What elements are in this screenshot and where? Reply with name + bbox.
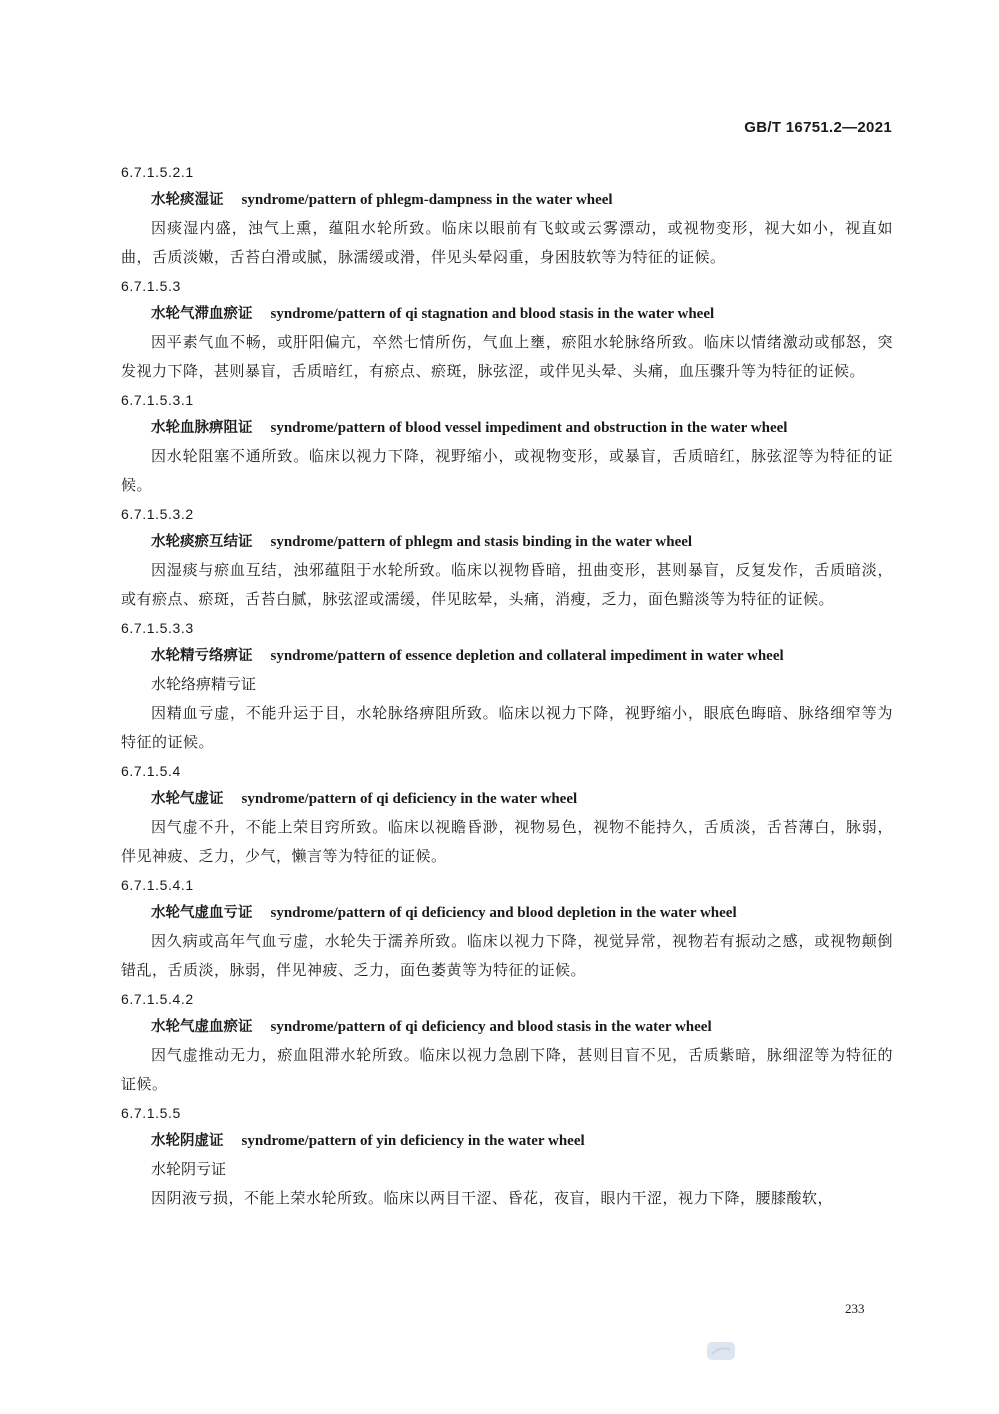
term-chinese: 水轮阴虚证 bbox=[151, 1133, 224, 1149]
term-heading bbox=[151, 185, 893, 214]
term-definition: 因水轮阻塞不通所致。临床以视力下降，视野缩小，或视物变形，或暴盲，舌质暗红，脉弦涩等为特征的证候。 bbox=[121, 447, 893, 494]
clause-number: 6.7.1.5.2.1 bbox=[121, 164, 194, 180]
publisher-logo-watermark bbox=[706, 1340, 736, 1362]
term-english: syndrome/pattern of blood vessel impediment and obstruction in the water wheel bbox=[270, 420, 788, 436]
term-definition: 因气虚推动无力，瘀血阻滞水轮所致。临床以视力急剧下降，甚则目盲不见，舌质紫暗，脉细涩等为特征的证候。 bbox=[121, 1046, 893, 1093]
term-definition: 因湿痰与瘀血互结，浊邪蕴阻于水轮所致。临床以视物昏暗，扭曲变形，甚则暴盲，反复发作，舌质暗淡，或有瘀点、瘀斑，舌苔白腻，脉弦涩或濡缓，伴见眩晕，头痛，消瘦，乏力，面色黯淡等为特征的证候。 bbox=[121, 561, 893, 608]
term-entry bbox=[121, 390, 893, 500]
term-english: syndrome/pattern of phlegm-dampness in the water wheel bbox=[241, 192, 613, 208]
term-synonym: 水轮阴亏证 bbox=[151, 1160, 227, 1178]
clause-number: 6.7.1.5.4.1 bbox=[121, 877, 194, 893]
term-entry bbox=[121, 875, 893, 985]
clause-number: 6.7.1.5.3.2 bbox=[121, 506, 194, 522]
term-english: syndrome/pattern of qi deficiency and blood depletion in the water wheel bbox=[270, 905, 737, 921]
term-definition: 因阴液亏损，不能上荣水轮所致。临床以两目干涩、昏花，夜盲，眼内干涩，视力下降，腰膝酸软， bbox=[151, 1189, 834, 1207]
term-chinese: 水轮精亏络痹证 bbox=[151, 648, 253, 664]
term-entry bbox=[121, 989, 893, 1099]
term-definition: 因气虚不升，不能上荣目窍所致。临床以视瞻昏渺，视物易色，视物不能持久，舌质淡，舌苔薄白，脉弱，伴见神疲、乏力，少气，懒言等为特征的证候。 bbox=[121, 818, 893, 865]
term-synonym: 水轮络痹精亏证 bbox=[151, 675, 257, 693]
clause-number: 6.7.1.5.3.3 bbox=[121, 620, 194, 636]
clause-number: 6.7.1.5.3.1 bbox=[121, 392, 194, 408]
term-heading bbox=[151, 413, 893, 442]
standard-code-header: GB/T 16751.2—2021 bbox=[744, 119, 892, 136]
term-chinese: 水轮气虚证 bbox=[151, 791, 224, 807]
term-entry bbox=[121, 761, 893, 871]
clause-number: 6.7.1.5.4.2 bbox=[121, 991, 194, 1007]
page-number: 233 bbox=[845, 1301, 865, 1316]
term-heading bbox=[151, 1012, 893, 1041]
term-english: syndrome/pattern of qi deficiency in the water wheel bbox=[241, 791, 578, 807]
term-chinese: 水轮气虚血瘀证 bbox=[151, 1019, 253, 1035]
term-english: syndrome/pattern of essence depletion and collateral impediment in water wheel bbox=[270, 648, 784, 664]
term-heading bbox=[151, 641, 893, 670]
term-definition: 因久病或高年气血亏虚，水轮失于濡养所致。临床以视力下降，视觉异常，视物若有振动之感，或视物颠倒错乱，舌质淡，脉弱，伴见神疲、乏力，面色萎黄等为特征的证候。 bbox=[121, 932, 893, 979]
term-english: syndrome/pattern of yin deficiency in the water wheel bbox=[241, 1133, 585, 1149]
term-heading bbox=[151, 1126, 893, 1155]
clause-number: 6.7.1.5.5 bbox=[121, 1105, 181, 1121]
clause-number: 6.7.1.5.4 bbox=[121, 763, 181, 779]
term-definition: 因痰湿内盛，浊气上熏，蕴阻水轮所致。临床以眼前有飞蚊或云雾漂动，或视物变形，视大如小，视直如曲，舌质淡嫩，舌苔白滑或腻，脉濡缓或滑，伴见头晕闷重，身困肢软等为特征的证候。 bbox=[121, 219, 893, 266]
term-english: syndrome/pattern of qi stagnation and blood stasis in the water wheel bbox=[270, 306, 715, 322]
term-entry bbox=[121, 276, 893, 386]
term-chinese: 水轮气滞血瘀证 bbox=[151, 306, 253, 322]
clause-number: 6.7.1.5.3 bbox=[121, 278, 181, 294]
term-heading bbox=[151, 784, 893, 813]
term-english: syndrome/pattern of qi deficiency and blood stasis in the water wheel bbox=[270, 1019, 712, 1035]
term-definition: 因平素气血不畅，或肝阳偏亢，卒然七情所伤，气血上壅，瘀阻水轮脉络所致。临床以情绪激动或郁怒，突发视力下降，甚则暴盲，舌质暗红，有瘀点、瘀斑，脉弦涩，或伴见头晕、头痛，血压骤升等为特征的证候。 bbox=[121, 333, 893, 380]
term-chinese: 水轮气虚血亏证 bbox=[151, 905, 253, 921]
term-heading bbox=[151, 527, 893, 556]
term-heading bbox=[151, 898, 893, 927]
term-entry bbox=[121, 504, 893, 614]
term-definition: 因精血亏虚，不能升运于目，水轮脉络痹阻所致。临床以视力下降，视野缩小，眼底色晦暗、脉络细窄等为特征的证候。 bbox=[121, 704, 893, 751]
term-chinese: 水轮血脉痹阻证 bbox=[151, 420, 253, 436]
term-heading bbox=[151, 299, 893, 328]
document-body bbox=[121, 162, 893, 1217]
term-entry bbox=[121, 162, 893, 272]
term-chinese: 水轮痰湿证 bbox=[151, 192, 224, 208]
term-entry bbox=[121, 618, 893, 757]
term-chinese: 水轮痰瘀互结证 bbox=[151, 534, 253, 550]
term-entry bbox=[121, 1103, 893, 1213]
term-english: syndrome/pattern of phlegm and stasis binding in the water wheel bbox=[270, 534, 693, 550]
